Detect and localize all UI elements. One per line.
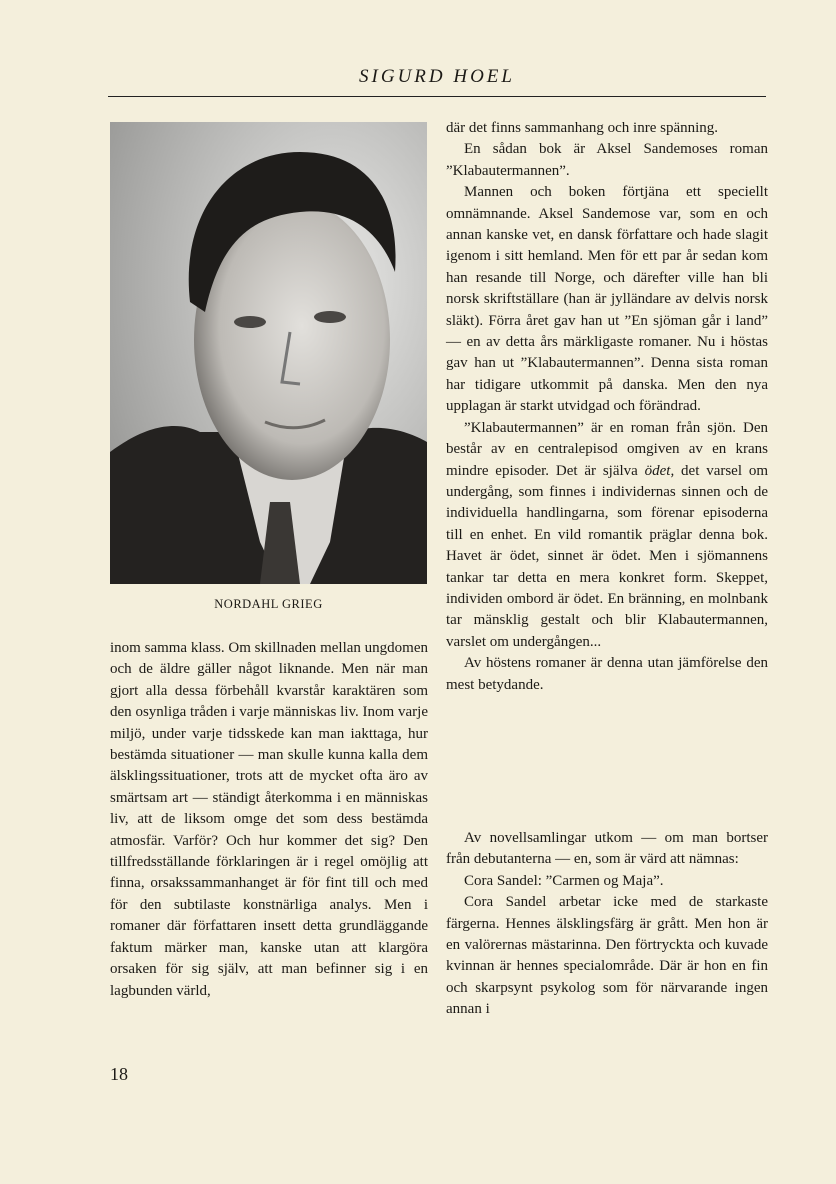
right-paragraph-2: En sådan bok är Aksel Sandemoses roman ”Klabautermannen”. <box>446 141 768 179</box>
left-column-text <box>110 638 428 1002</box>
p4-start: ”Klabautermannen” är en roman från sjön. Den består av en centralepisod omgiven av en krans mindre episoder. Det är själva <box>446 419 768 479</box>
portrait-photo <box>110 122 427 584</box>
portrait-caption: NORDAHL GRIEG <box>214 597 323 611</box>
right-column-text <box>446 118 768 696</box>
left-paragraph: inom samma klass. Om skillnaden mellan ungdomen och de äldre gäller något liknande. Men när man gjort alla dessa förbehåll kvarstår karaktären som den osynliga tråden i varje människas liv. Inom varje miljö, under varje tidsskede kan man iakttaga, hur bestämda situationer — man skulle kunna kalla dem älsklingssituationer, trots att de mycket ofta äro av smärtsam art — ständigt återkomma i en människas liv, att de liksom omge det som dess bestämda atmosfär. Varför? Och hur kommer det sig? Den tillfredsställande förklaringen är i regel omöjlig att finna, orsakssammanhanget är för fint till och med för den subtilaste konstnärliga analys. Men i romaner där författaren insett detta grundläggande faktum märker man, kanske utan att klargöra orsaken för sig själv, att man befinner sig i en lagbunden värld, <box>110 640 428 999</box>
lower-paragraph-3: Cora Sandel arbetar icke med de starkaste färgerna. Hennes älsklingsfärg är grått. Men hon är en valörernas mästarinna. Den förtryckta och kuvade kvinnan är hennes specialområde. Där är hon en fin och skarpsynt psykolog som för närvarande ingen annan i <box>446 894 768 1018</box>
running-head-author: SIGURD HOEL <box>359 66 515 87</box>
lower-paragraph-2: Cora Sandel: ”Carmen og Maja”. <box>464 872 664 889</box>
right-paragraph-3: Mannen och boken förtjäna ett speciellt omnämnande. Aksel Sandemose var, som en och annan kanske vet, en dansk författare och hade slagit igenom i sitt hemland. Men för ett par år sedan kom han resande till Norge, och därefter ville han bli norsk skriftställare (han är jylländare av delvis norsk släkt). Förra året gav han ut ”En sjöman går i land” — en av detta års märkligaste romaner. Nu i höstas gav han ut ”Klabautermannen”. Denna sista roman har tidigare utkommit på danska. Men den nya upplagan är starkt utvidgad och förändrad. <box>446 184 768 415</box>
right-paragraph-4 <box>446 418 768 653</box>
right-paragraph-5: Av höstens romaner är denna utan jämförelse den mest betydande. <box>446 655 768 693</box>
header-rule <box>108 96 766 97</box>
p4-end: det varsel om undergång, som finnes i individernas sinnen och de individuella handlingarna, som förenar episoderna till en enhet. En vild romantik präglar denna bok. Havet är ödet, sinnet är ödet. Men i sjömannens tankar tar detta en mera konkret form. Skeppet, individen ombord är ödet. En bränning, en molnbank tar mänsklig gestalt och blir Klabautermannen, varslet om undergången... <box>446 462 768 650</box>
page-number: 18 <box>110 1064 128 1084</box>
lower-paragraph-1: Av novellsamlingar utkom — om man bortser från debutanterna — en, som är värd att nämnas: <box>446 830 768 868</box>
right-paragraph-1: där det finns sammanhang och inre spänning. <box>446 120 719 136</box>
p4-italic-word: ödet, <box>644 462 675 479</box>
right-lower-text <box>446 828 768 1021</box>
